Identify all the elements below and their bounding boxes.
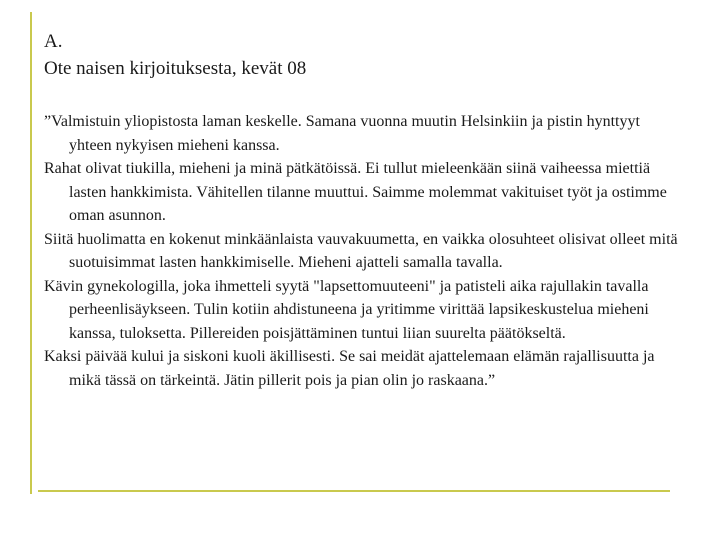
paragraph-2: Rahat olivat tiukilla, mieheni ja minä pätkätöissä. Ei tullut mieleenkään siinä vaiheessa miettiä lasten hankkimista. Vähitellen tilanne muuttui. Saimme molemmat vakituiset työt ja ostimme oman asunnon. bbox=[44, 160, 667, 224]
title-line-heading: Ote naisen kirjoituksesta, kevät 08 bbox=[44, 58, 307, 79]
left-accent-rule bbox=[30, 12, 32, 494]
bottom-accent-rule bbox=[38, 490, 670, 492]
paragraph-4: Kävin gynekologilla, joka ihmetteli syytä "lapsettomuuteeni" ja patisteli aika rajullakin tavalla perheenlisäykseen. Tulin kotiin ahdistuneena ja yritimme virittää lapsikeskustelua mieheni kanssa, tuloksetta. Pillereiden poisjättäminen tuntui liian suurelta päätökseltä. bbox=[44, 277, 649, 342]
slide-body bbox=[44, 110, 680, 392]
slide-title bbox=[44, 28, 684, 82]
paragraph-1: ”Valmistuin yliopistosta laman keskelle. Samana vuonna muutin Helsinkiin ja pistin hynttyyt yhteen nykyisen mieheni kanssa. bbox=[44, 113, 640, 154]
paragraph-3: Siitä huolimatta en kokenut minkäänlaista vauvakuumetta, en vaikka olosuhteet olisivat olleet mitä suotuisimmat lasten hankkimiselle. Mieheni ajatteli samalla tavalla. bbox=[44, 230, 678, 271]
title-line-label: A. bbox=[44, 31, 63, 52]
paragraph-5: Kaksi päivää kului ja siskoni kuoli äkillisesti. Se sai meidät ajattelemaan elämän rajallisuutta ja mikä tässä on tärkeintä. Jätin pillerit pois ja pian olin jo raskaana.” bbox=[44, 348, 655, 389]
